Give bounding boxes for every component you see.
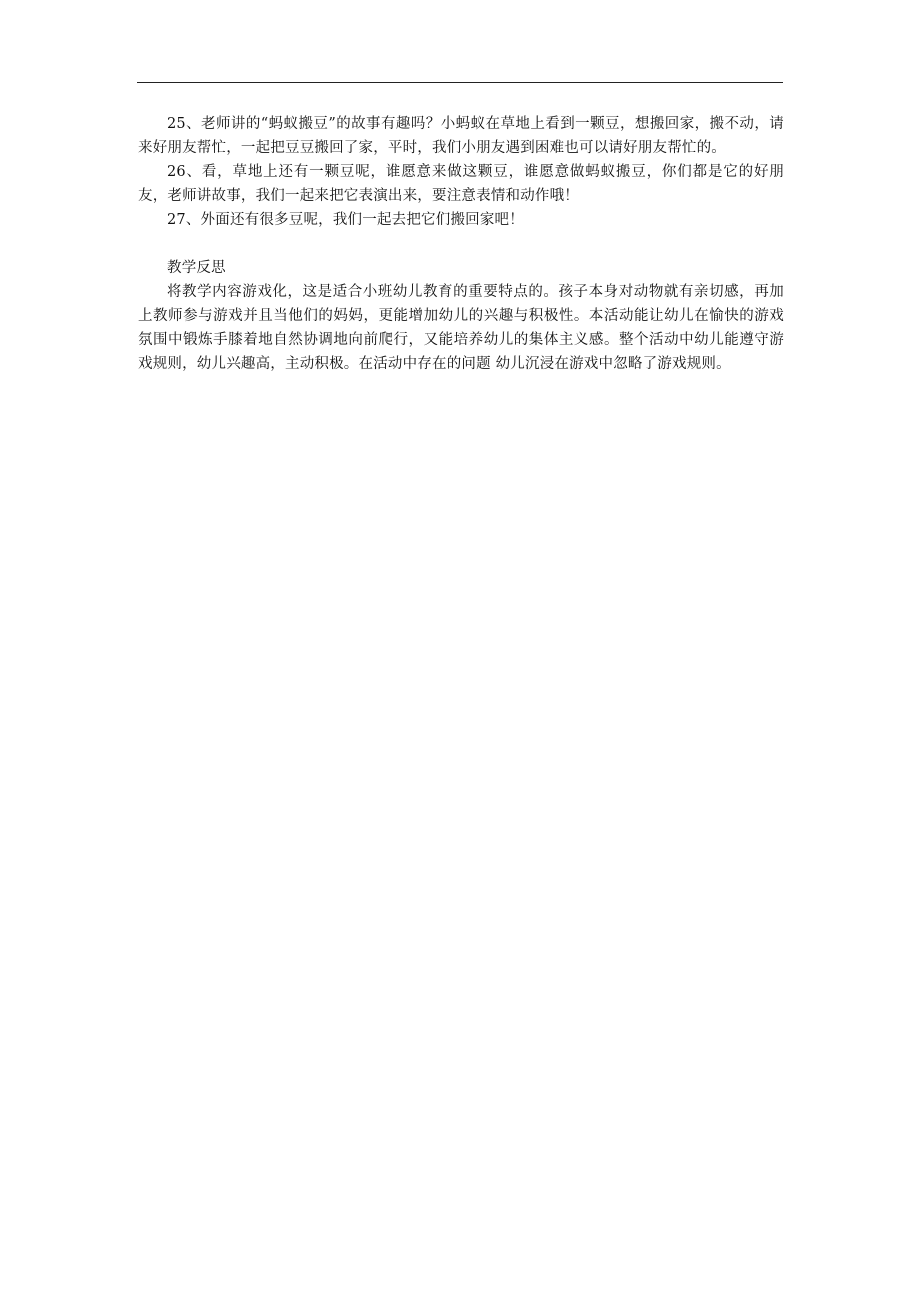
header-rule (137, 82, 783, 83)
reflection-heading: 教学反思 (167, 260, 226, 276)
reflection-body: 将教学内容游戏化，这是适合小班幼儿教育的重要特点的。孩子本身对动物就有亲切感，再加上教师参与游戏并且当他们的妈妈，更能增加幼儿的兴趣与积极性。本活动能让幼儿在愉快的游戏氛围中锻炼手膝着地自然协调地向前爬行，又能培养幼儿的集体主义感。整个活动中幼儿能遵守游戏规则，幼儿兴趣高，主动积极。在活动中存在的问题 幼儿沉浸在游戏中忽略了游戏规则。 (138, 284, 784, 372)
document-body (138, 112, 784, 376)
step-item-25: 25、老师讲的“蚂蚁搬豆”的故事有趣吗？小蚂蚁在草地上看到一颗豆，想搬回家，搬不动，请来好朋友帮忙，一起把豆豆搬回了家，平时，我们小朋友遇到困难也可以请好朋友帮忙的。 (138, 116, 784, 156)
step-item-27: 27、外面还有很多豆呢，我们一起去把它们搬回家吧！ (167, 212, 524, 228)
step-item-26: 26、看，草地上还有一颗豆呢，谁愿意来做这颗豆，谁愿意做蚂蚁搬豆，你们都是它的好朋友，老师讲故事，我们一起来把它表演出来，要注意表情和动作哦！ (138, 164, 784, 204)
section-gap (138, 232, 784, 256)
